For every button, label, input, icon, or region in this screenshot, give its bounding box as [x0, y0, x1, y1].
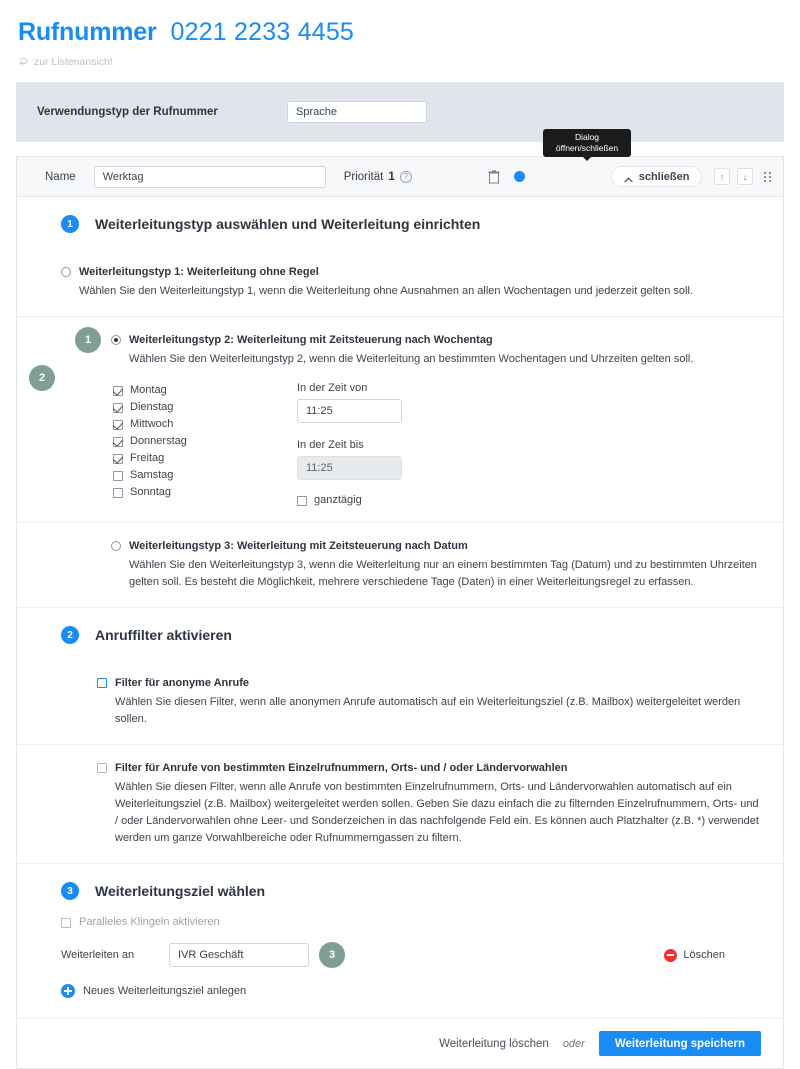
weekday-label: Sonntag: [130, 486, 171, 499]
weekday-label: Donnerstag: [130, 435, 187, 448]
section-1-badge: 1: [61, 215, 79, 233]
number-filter-row[interactable]: [17, 744, 783, 863]
forwarding-type-1-row[interactable]: [17, 249, 783, 316]
weekday-checkbox[interactable]: [113, 420, 123, 430]
number-filter-checkbox[interactable]: [97, 763, 107, 773]
weekday-time-block: [38, 371, 761, 506]
forwarding-type-1-radio[interactable]: [61, 267, 71, 277]
forwarding-type-3-title: Weiterleitungstyp 3: Weiterleitung mit Zeitsteuerung nach Datum: [129, 539, 468, 552]
parallel-ring-row[interactable]: [17, 916, 783, 928]
arrow-up-icon[interactable]: ↑: [714, 168, 730, 185]
dialog-toggle-tooltip: Dialog öffnen/schließen: [543, 129, 631, 157]
section-1-header: [17, 197, 783, 249]
delete-target-button[interactable]: [664, 949, 725, 962]
anonymous-filter-checkbox[interactable]: [97, 678, 107, 688]
forwarding-type-2-row[interactable]: [17, 316, 783, 522]
weekday-item[interactable]: [113, 382, 293, 399]
weekday-checkbox[interactable]: [113, 488, 123, 498]
weekday-checkbox[interactable]: [113, 386, 123, 396]
number-filter-title: Filter für Anrufe von bestimmten Einzelrufnummern, Orts- und / oder Ländervorwahlen: [115, 762, 568, 775]
time-from-input[interactable]: 11:25: [297, 399, 402, 423]
blue-dot-icon[interactable]: [514, 171, 525, 182]
save-forwarding-button[interactable]: Weiterleitung speichern: [599, 1031, 761, 1056]
allday-checkbox[interactable]: [297, 496, 307, 506]
allday-row[interactable]: [297, 494, 402, 506]
usage-type-label: Verwendungstyp der Rufnummer: [37, 106, 218, 118]
arrow-down-icon[interactable]: ↓: [737, 168, 753, 185]
forward-target-select[interactable]: IVR Geschäft: [169, 943, 309, 967]
trash-icon[interactable]: [488, 170, 500, 184]
annotation-marker-1: 1: [75, 327, 101, 353]
delete-target-label: Löschen: [683, 949, 725, 962]
drag-handle-icon[interactable]: [764, 172, 771, 182]
back-to-list-label: zur Listenansicht: [34, 56, 113, 68]
forwarding-type-1-desc: Wählen Sie den Weiterleitungstyp 1, wenn die Weiterleitung ohne Ausnahmen an allen Wochentagen und jederzeit gelten soll.: [79, 284, 693, 297]
rule-order-controls: [714, 168, 771, 185]
weekday-label: Montag: [130, 384, 167, 397]
card-footer: [17, 1018, 783, 1068]
forwarding-type-3-row[interactable]: [17, 522, 783, 607]
rule-header-bar: [17, 132, 783, 197]
chevron-up-icon: [624, 174, 633, 180]
allday-label: ganztägig: [314, 493, 362, 506]
add-target-button[interactable]: [17, 984, 783, 998]
weekday-item[interactable]: [113, 399, 293, 416]
anonymous-filter-title: Filter für anonyme Anrufe: [115, 677, 250, 689]
weekday-checkbox[interactable]: [113, 454, 123, 464]
undo-arrow-icon: [18, 56, 30, 68]
weekday-label: Mittwoch: [130, 418, 174, 431]
section-3-title: Weiterleitungsziel wählen: [95, 883, 266, 900]
plus-circle-icon: [61, 984, 75, 998]
weekday-checkbox[interactable]: [113, 403, 123, 413]
priority-value: 1: [388, 170, 395, 183]
weekday-item[interactable]: [113, 467, 293, 484]
usage-type-band: [16, 82, 784, 142]
weekday-label: Dienstag: [130, 401, 174, 414]
section-2-badge: 2: [61, 626, 79, 644]
weekday-checkbox[interactable]: [113, 437, 123, 447]
forwarding-type-2-desc: Wählen Sie den Weiterleitungstyp 2, wenn die Weiterleitung an bestimmten Wochentagen und Uhrzeiten gelten soll.: [129, 352, 694, 365]
section-3-header: [17, 863, 783, 916]
help-icon[interactable]: ?: [400, 171, 412, 183]
weekday-label: Samstag: [130, 469, 174, 482]
forwarding-type-2-title: Weiterleitungstyp 2: Weiterleitung mit Zeitsteuerung nach Wochentag: [129, 333, 493, 346]
weekday-item[interactable]: [113, 433, 293, 450]
time-range-block: [297, 382, 402, 506]
annotation-marker-3: 3: [319, 942, 345, 968]
weekday-list: [113, 382, 293, 506]
forward-target-label: Weiterleiten an: [61, 949, 135, 962]
anonymous-filter-desc: Wählen Sie diesen Filter, wenn alle anonymen Anrufe automatisch auf ein Weiterleitungsziel (z.B. Mailbox) weitergeleitet werden sollen.: [115, 695, 741, 725]
weekday-checkbox[interactable]: [113, 471, 123, 481]
dialog-toggle-button[interactable]: [611, 166, 703, 187]
forwarding-rule-card: [16, 132, 784, 1069]
dialog-toggle-label: schließen: [638, 170, 690, 183]
forwarding-type-2-radio[interactable]: [111, 335, 121, 345]
forward-target-row: [17, 942, 783, 968]
forwarding-type-3-radio[interactable]: [111, 541, 121, 551]
anonymous-filter-row[interactable]: [17, 660, 783, 744]
phone-number: 0221 2233 4455: [170, 18, 355, 46]
parallel-ring-checkbox[interactable]: [61, 918, 71, 928]
forwarding-type-1-title: Weiterleitungstyp 1: Weiterleitung ohne Regel: [79, 266, 319, 278]
priority-group: [344, 171, 412, 183]
parallel-ring-label: Paralleles Klingeln aktivieren: [79, 916, 220, 929]
or-text: oder: [562, 1037, 585, 1050]
title-row: [18, 18, 800, 47]
name-input[interactable]: Werktag: [94, 166, 326, 188]
rule-actions: [488, 170, 525, 184]
weekday-item[interactable]: [113, 484, 293, 501]
page-title: Rufnummer: [18, 18, 157, 46]
time-from-label: In der Zeit von: [297, 381, 368, 394]
annotation-marker-2: 2: [29, 365, 55, 391]
minus-circle-icon: [664, 949, 677, 962]
name-label: Name: [45, 170, 76, 183]
weekday-item[interactable]: [113, 450, 293, 467]
weekday-label: Freitag: [130, 452, 165, 465]
add-target-label: Neues Weiterleitungsziel anlegen: [83, 985, 247, 998]
section-2-header: [17, 607, 783, 660]
back-to-list-link[interactable]: [18, 56, 800, 68]
section-1-title: Weiterleitungstyp auswählen und Weiterleitung einrichten: [95, 216, 481, 232]
section-3-badge: 3: [61, 882, 79, 900]
time-to-label: In der Zeit bis: [297, 438, 364, 451]
time-to-input[interactable]: 11:25: [297, 456, 402, 480]
page-header: [0, 0, 800, 68]
priority-label: Priorität: [343, 170, 384, 183]
number-filter-desc: Wählen Sie diesen Filter, wenn alle Anrufe von bestimmten Einzelrufnummern, Orts- und Ländervorwahlen automatisch auf ein Weiterleitungsziel (z.B. Mailbox) weitergeleitet werden sollen. Geben Sie dazu einfach die zu filternden Einzelrufnummern, Orts- und / oder Ländervorwahlen ohne Leer- und Sonderzeichen in das nachfolgende Feld ein. Es können auch Platzhalter (z.B. *) verwendet werden um ganze Vorwahlbereiche oder Rufnummerngassen zu filtern.: [115, 780, 759, 845]
usage-type-select[interactable]: Sprache: [287, 101, 427, 123]
delete-forwarding-link[interactable]: Weiterleitung löschen: [439, 1037, 549, 1050]
forwarding-type-3-desc: Wählen Sie den Weiterleitungstyp 3, wenn die Weiterleitung nur an einem bestimmten Tag (Datum) und zu bestimmten Uhrzeiten gelten soll. Es besteht die Möglichkeit, mehrere verschiedene Tage (Daten) in einer Weiterleitungsregel zu erfassen.: [129, 558, 757, 588]
weekday-item[interactable]: [113, 416, 293, 433]
section-2-title: Anruffilter aktivieren: [95, 627, 232, 643]
